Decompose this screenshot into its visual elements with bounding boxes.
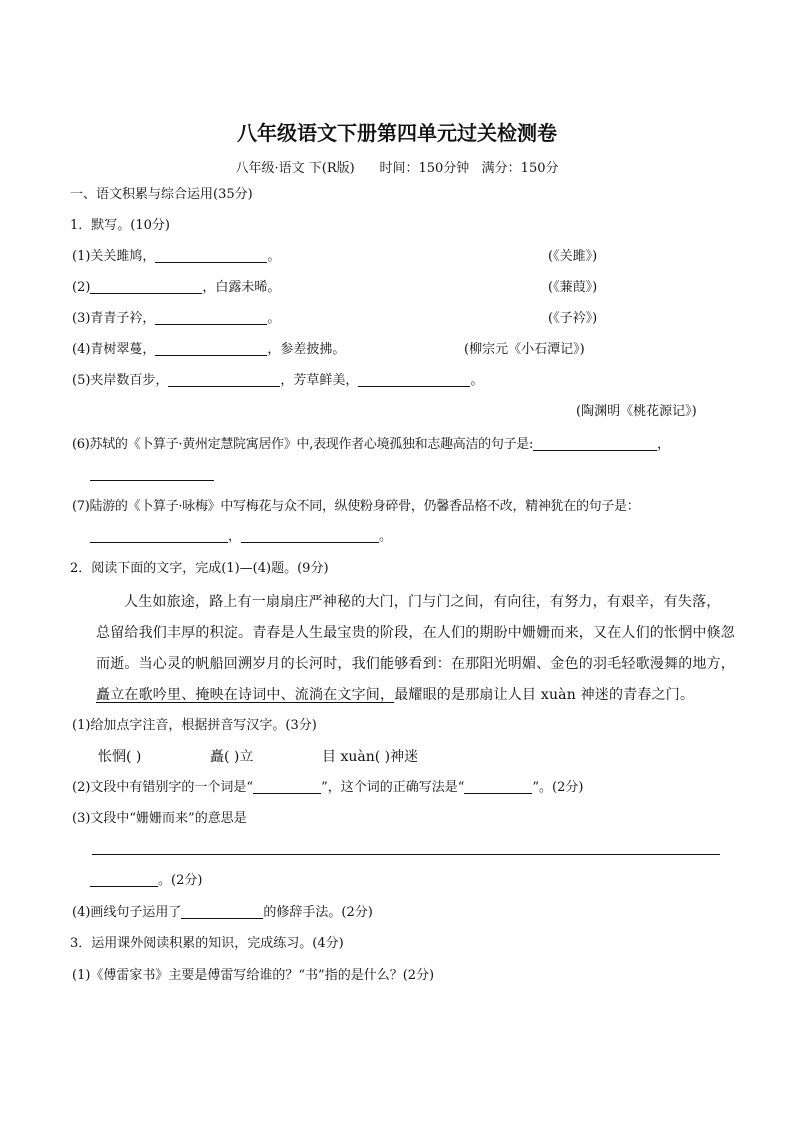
line-text: (2) [72,280,91,295]
line-text: 。 [267,311,281,326]
answer-blank[interactable] [155,341,267,356]
pinyin-item-2: 矗( )立 [210,749,254,765]
answer-blank[interactable] [533,436,657,451]
answer-blank[interactable] [181,904,263,919]
source-citation: (《子衿》) [548,311,598,326]
line-text: ，参差披拂。 [267,342,346,357]
exam-info: 八年级·语文 下(R版) 时间：150分钟 满分：150分 [235,161,559,176]
underlined-sentence: 矗立在歌吟里、掩映在诗词中、流淌在文字间， [96,687,395,703]
question-1-heading: 1．默写。(10分) [70,218,170,233]
answer-blank[interactable] [168,372,280,387]
line-text: 。 [470,373,484,388]
passage-line: 人生如旅途，路上有一扇扇庄严神秘的大门，门与门之间，有向往，有努力，有艰辛，有失落， [124,594,721,610]
line-text: ， [657,437,670,452]
line-text: 。 [379,529,393,544]
line-text: ，白露未晞。 [202,280,281,295]
dictation-line-5 [72,372,483,390]
dictation-line-4 [72,341,345,359]
answer-blank[interactable] [90,466,214,481]
dictation-line-2 [72,279,280,297]
section-heading: 一、语文积累与综合运用(35分) [70,187,253,202]
line-text: 。(2分) [158,873,203,888]
line-text: (5)夹岸数百步， [72,373,169,388]
question-2-heading: 2．阅读下面的文字，完成(1)—(4)题。(9分) [70,561,329,576]
pinyin-item-1: 怅惘( ) [98,749,142,765]
line-text: (6)苏轼的《卜算子·黄州定慧院寓居作》中,表现作者心境孤独和志趣高洁的句子是: [72,437,534,452]
question-3-heading: 3．运用课外阅读积累的知识，完成练习。(4分) [70,936,344,951]
answer-blank[interactable] [464,779,532,794]
answer-line[interactable] [92,854,720,855]
line-text: (3)青青子衿， [72,311,156,326]
answer-blank[interactable] [155,310,267,325]
sub-question-3-cont [90,872,202,890]
line-text: (1)关关雎鸠， [72,249,156,264]
line-text: ，芳草鲜美， [280,373,359,388]
line-text: ”，这个词的正确写法是“ [321,780,465,795]
line-text: (2)文段中有错别字的一个词是“ [72,780,254,795]
answer-blank[interactable] [241,528,379,543]
line-text: 。 [267,249,281,264]
sub-question-3-1: (1)《傅雷家书》主要是傅雷写给谁的？“书”指的是什么？(2分) [72,968,435,983]
page-title: 八年级语文下册第四单元过关检测卷 [237,121,557,145]
dictation-line-1 [72,248,280,266]
answer-blank[interactable] [90,279,202,294]
answer-blank[interactable] [358,372,470,387]
passage-line: 而逝。当心灵的帆船回溯岁月的长河时，我们能够看到：在那阳光明媚、金色的羽毛轻歌漫舞的地方， [96,656,735,672]
answer-blank[interactable] [90,872,158,887]
source-citation: (《关雎》) [548,249,598,264]
answer-blank[interactable] [253,779,321,794]
answer-blank[interactable] [90,528,228,543]
dictation-line-7 [72,498,639,516]
line-text: 的修辞手法。(2分) [263,905,373,920]
sub-question-2 [72,779,583,797]
line-text: (4)青树翠蔓， [72,342,156,357]
dictation-line-3 [72,310,280,328]
passage-line [96,685,694,705]
answer-blank[interactable] [155,248,267,263]
passage-text: 最耀眼的是那扇让人目 xuàn 神迷的青春之门。 [394,687,695,703]
source-citation: (《蒹葭》) [548,280,598,295]
sub-question-4 [72,904,373,922]
dictation-line-6 [72,436,670,454]
line-text: (4)画线句子运用了 [72,905,182,920]
sub-question-1: (1)给加点字注音，根据拼音写汉字。(3分) [72,718,317,733]
dictation-line-7-cont [90,528,392,546]
passage-line: 总留给我们丰厚的积淀。青春是人生最宝贵的阶段，在人们的期盼中姗姗而来，又在人们的怅惘中倏忽 [96,625,735,641]
sub-question-3: (3)文段中“姗姗而来”的意思是 [72,811,247,826]
source-citation: (陶渊明《桃花源记》) [576,404,697,419]
line-text: ， [228,529,242,544]
pinyin-item-3: 目 xuàn( )神迷 [322,749,419,765]
line-text: (7)陆游的《卜算子·咏梅》中写梅花与众不同，纵使粉身碎骨，仍馨香品格不改，精神犹在的句子是： [72,499,640,514]
source-citation: (柳宗元《小石潭记》) [464,342,585,357]
line-text: ”。(2分) [532,780,584,795]
dictation-line-6-cont [90,466,214,484]
